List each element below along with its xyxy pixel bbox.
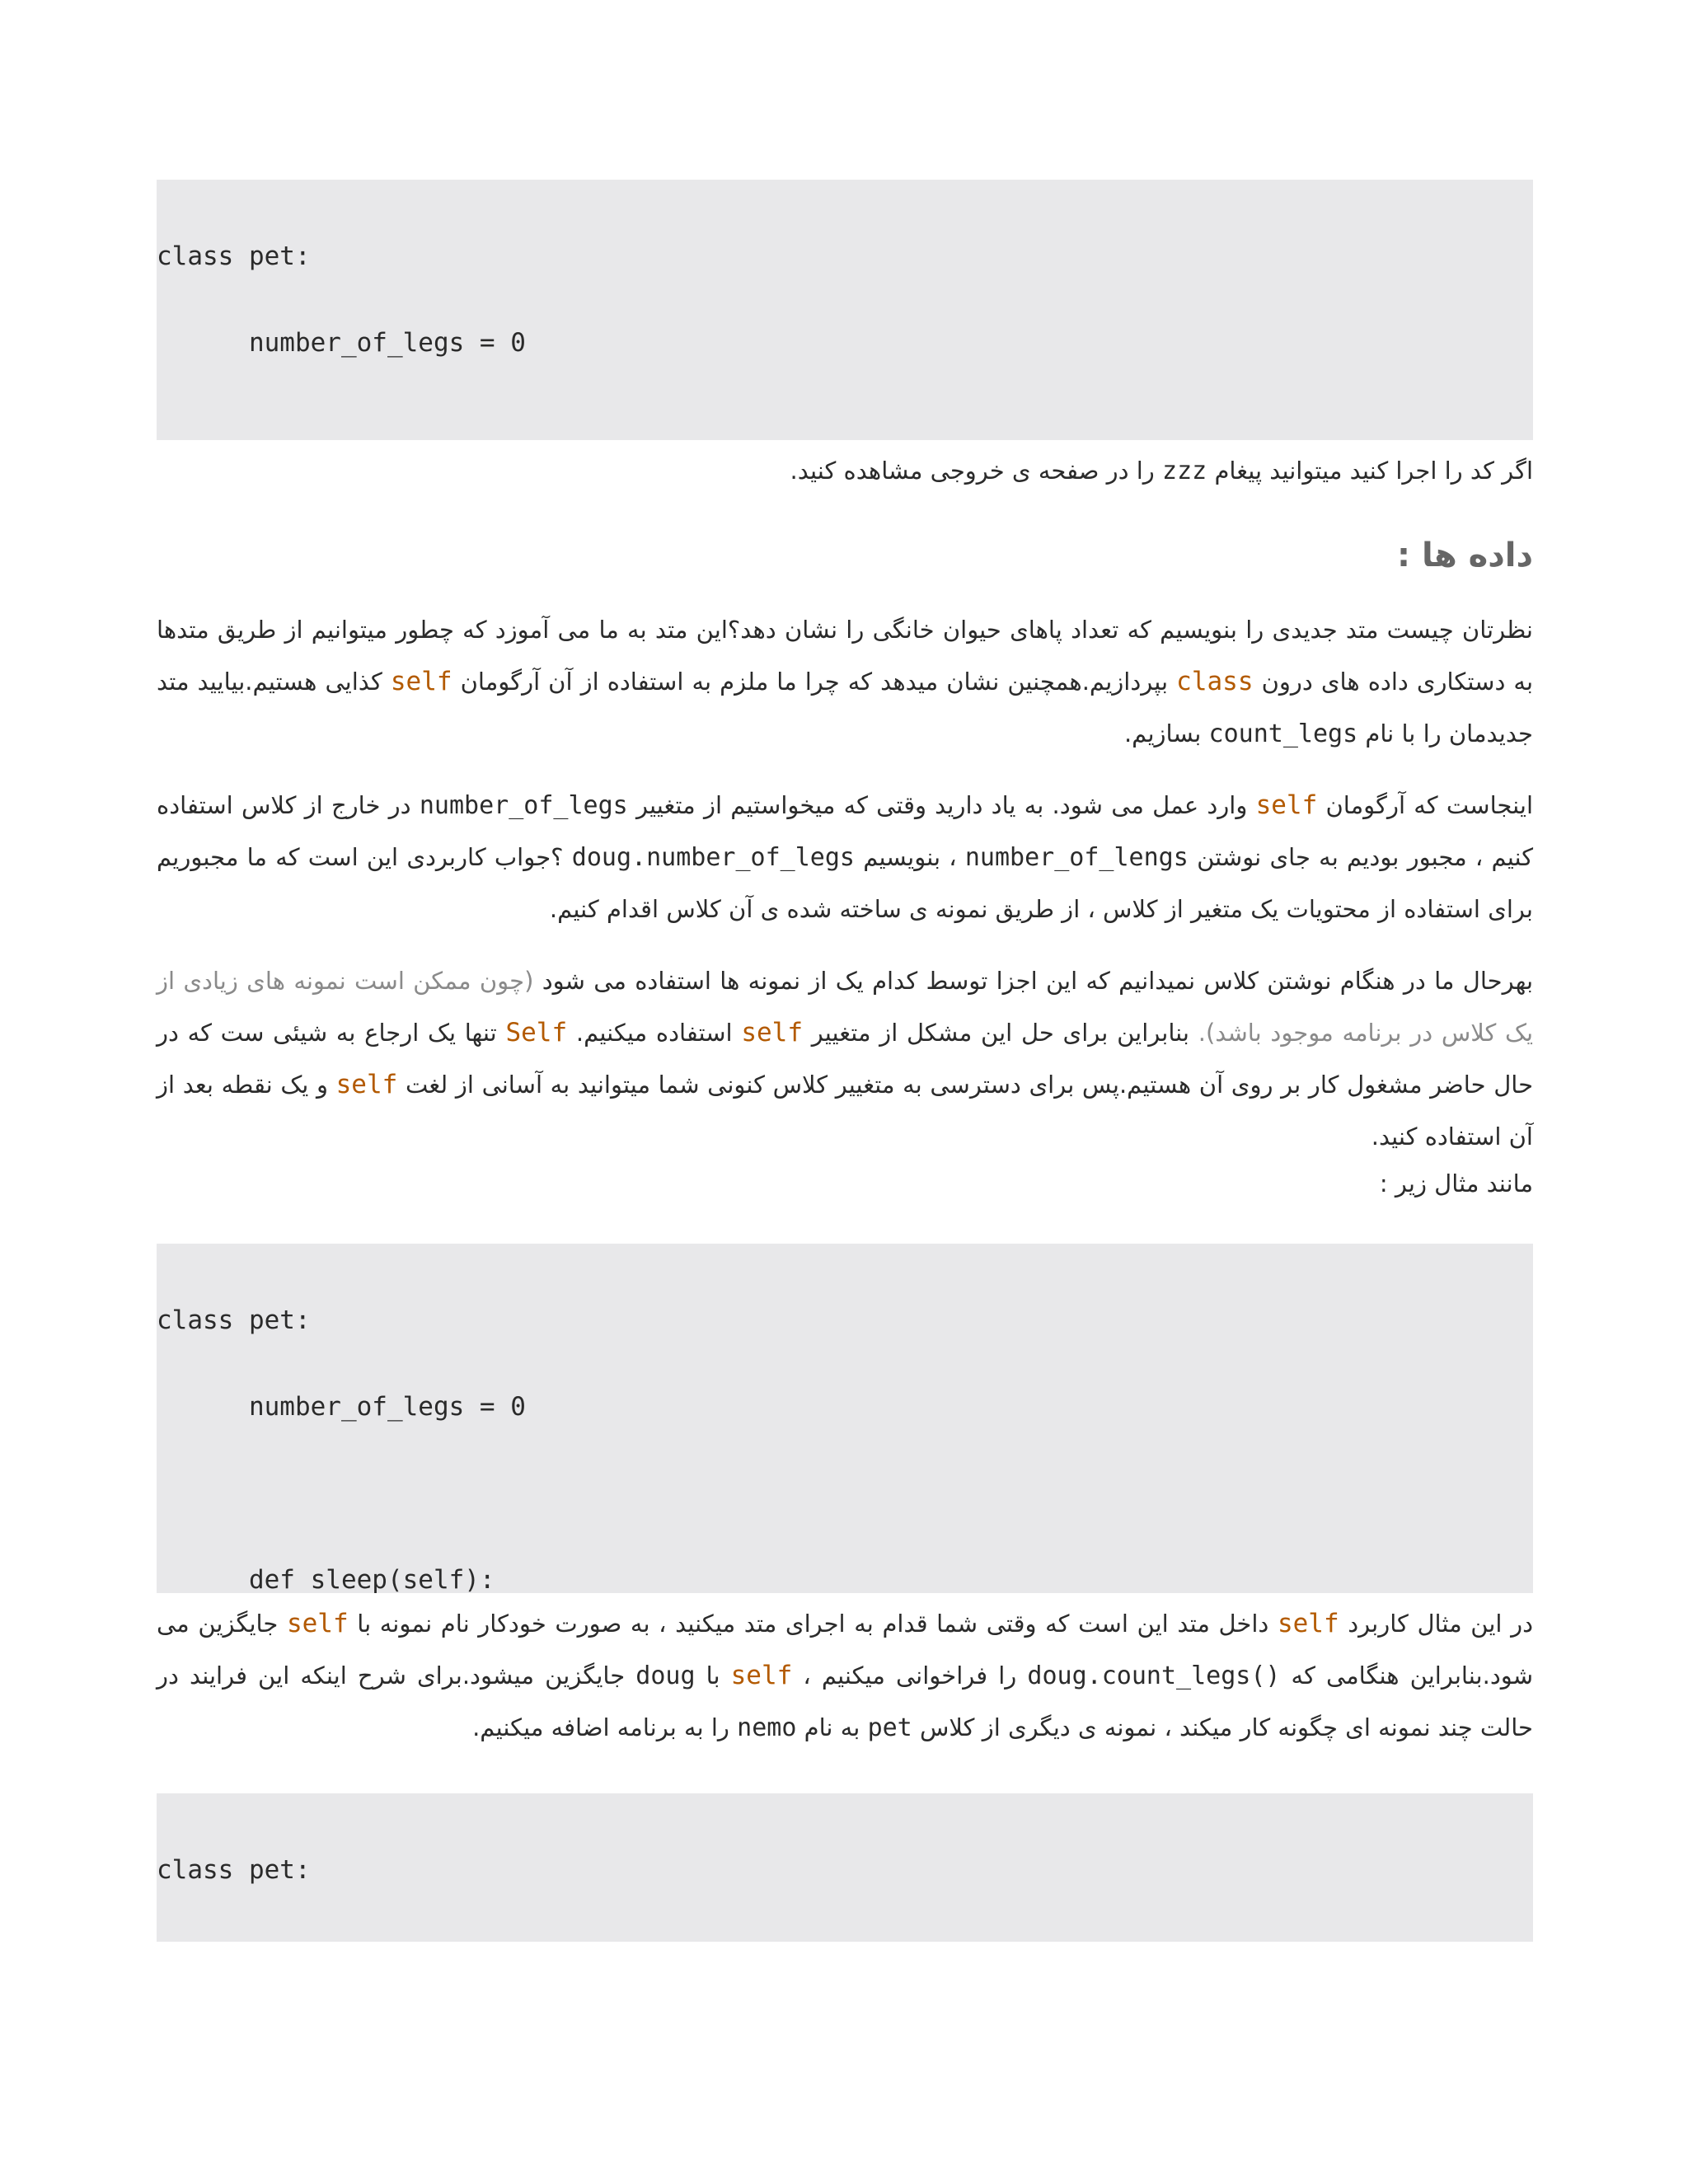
- text: داخل متد این است که وقتی شما قدام به اجرای متد میکنید ، به صورت خودکار نام نمونه با: [357, 1610, 1269, 1638]
- text: ، بنویسیم: [863, 843, 957, 871]
- text: بنابراین برای حل این مشکل از متغییر: [811, 1019, 1190, 1047]
- text: نظرتان چیست متد جدیدی را بنویسیم که تعداد پاهای حیوان خانگی را نشان دهد؟این متد به ما می آموزد که چطور میتوانیم از طریق متدها به دستکاری داده های درون: [157, 616, 1534, 696]
- code-line: number_of_legs = 0: [157, 1392, 526, 1422]
- paragraph-example-intro: [157, 1163, 1533, 1204]
- document-page: [157, 180, 1533, 1942]
- text: را فراخوانی میکنیم ،: [803, 1661, 1017, 1690]
- code-line: [157, 415, 1533, 440]
- text: تنها یک ارجاع به شیئی ست که در حال حاضر مشغول کار بر روی آن هستیم.پس برای دسترسی به متغییر کلاس کنونی شما میتوانید به آسانی از لغت: [157, 1019, 1534, 1099]
- text: مانند مثال زیر :: [1379, 1169, 1533, 1197]
- code-line: class pet:: [157, 1305, 311, 1335]
- text: اینجاست که آرگومان: [1325, 791, 1534, 819]
- inline-code: number_of_lengs: [964, 843, 1189, 872]
- inline-code: nemo: [737, 1713, 797, 1742]
- code-block-2: [157, 1244, 1533, 1593]
- text: بسازیم.: [1123, 719, 1202, 748]
- keyword: class: [1176, 667, 1254, 696]
- paragraph-self-argument: [157, 780, 1533, 935]
- inline-code: zzz: [1162, 457, 1207, 485]
- text: استفاده میکنیم.: [575, 1019, 733, 1047]
- code-block-3: [157, 1793, 1533, 1942]
- text: بهرحال ما در هنگام نوشتن کلاس نمیدانیم که این اجزا توسط کدام یک از نمونه ها استفاده می شود: [542, 967, 1534, 995]
- inline-code: doug.count_legs(): [1027, 1661, 1281, 1690]
- inline-code: number_of_legs: [419, 791, 628, 820]
- code-line: class pet:: [157, 241, 311, 271]
- text: اگر کد را اجرا کنید میتوانید پیغام: [1214, 457, 1533, 485]
- paragraph-data-intro: [157, 604, 1533, 760]
- text: ؟جواب کاربردی این است که ما مجبوریم برای استفاده از محتویات یک متغیر از کلاس ، از طریق نمونه ی ساخته شده ی آن کلاس اقدام کنیم.: [157, 843, 1533, 923]
- code-line: number_of_legs = 0: [157, 328, 526, 358]
- code-line: [157, 1479, 1533, 1508]
- paragraph-self-reference: [157, 955, 1533, 1163]
- code-line: def sleep(self):: [157, 1565, 495, 1593]
- keyword: Self: [505, 1018, 568, 1047]
- text: جایگزین میشود.برای شرح اینکه این فرایند در حالت چند نمونه ای چگونه کار میکند ، نمونه ی دیگری از کلاس: [157, 1661, 1533, 1741]
- text: جایگزین می شود.بنابراین هنگامی که: [157, 1610, 1534, 1690]
- keyword: self: [335, 1070, 398, 1099]
- text: در این مثال کاربرد: [1348, 1610, 1534, 1638]
- paragraph-output-note: [157, 445, 1533, 497]
- keyword: self: [730, 1661, 793, 1690]
- text: بپردازیم.همچنین نشان میدهد که چرا ما ملزم به استفاده از آن آرگومان: [460, 668, 1169, 696]
- inline-code: doug: [635, 1661, 696, 1690]
- keyword: self: [286, 1609, 349, 1638]
- text: کذایی هستیم.بیایید متد جدیدمان را با نام: [157, 668, 1533, 748]
- text: در خارج از کلاس استفاده کنیم ، مجبور بودیم به جای نوشتن: [157, 791, 1534, 871]
- text: به نام: [804, 1713, 860, 1741]
- text: و یک نقطه بعد از آن استفاده کنید.: [157, 1071, 1533, 1151]
- inline-code: doug.number_of_legs: [571, 843, 855, 872]
- inline-code: pet: [867, 1713, 912, 1742]
- keyword: self: [741, 1018, 803, 1047]
- keyword: self: [390, 667, 452, 696]
- inline-code: count_legs: [1208, 719, 1358, 748]
- text: با: [706, 1661, 720, 1690]
- muted-text: (چون ممکن است نمونه های زیادی از یک کلاس در برنامه موجود باشد).: [157, 967, 1534, 1047]
- code-line: class pet:: [157, 1855, 311, 1885]
- code-block-1: [157, 180, 1533, 440]
- text: را در صفحه ی خروجی مشاهده کنید.: [790, 457, 1155, 485]
- section-heading: داده ها :: [1397, 537, 1533, 574]
- text: وارد عمل می شود. به یاد دارید وقتی که میخواستیم از متغییر: [635, 791, 1248, 819]
- text: را به برنامه اضافه میکنیم.: [472, 1713, 729, 1741]
- paragraph-self-explanation: [157, 1598, 1533, 1754]
- keyword: self: [1277, 1609, 1339, 1638]
- keyword: self: [1255, 790, 1318, 820]
